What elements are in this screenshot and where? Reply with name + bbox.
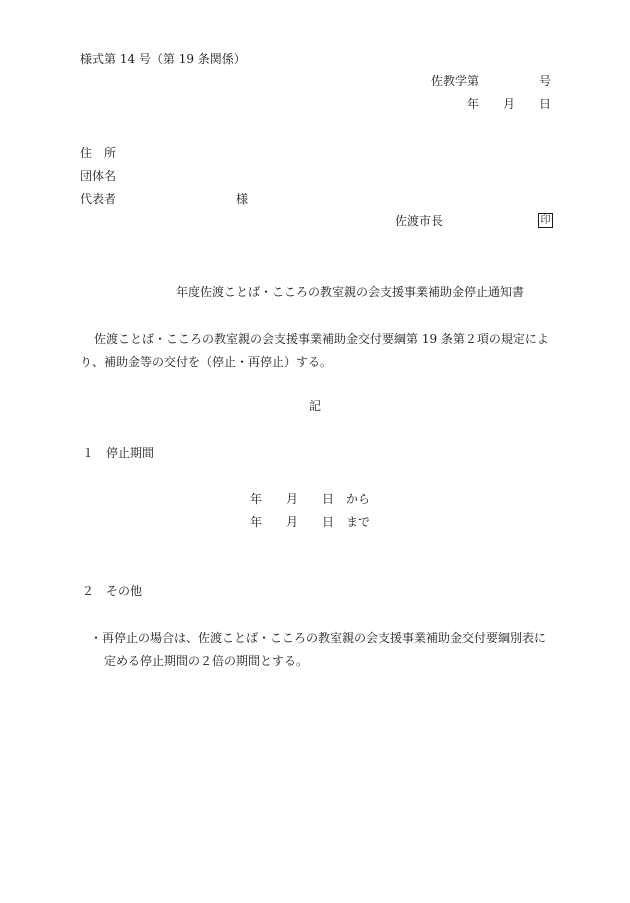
seal-stamp-box: 印	[538, 213, 553, 228]
section-2-heading: ２ その他	[82, 584, 143, 598]
address-label: 住 所	[80, 146, 117, 160]
body-text-line-2: り、補助金等の交付を（停止・再停止）する。	[80, 355, 333, 369]
group-name-label: 団体名	[80, 169, 117, 183]
section-1-heading: １ 停止期間	[82, 446, 155, 460]
document-title: 年度佐渡ことば・こころの教室親の会支援事業補助金停止通知書	[176, 285, 525, 299]
representative-label: 代表者	[80, 192, 117, 206]
note-line-2: 定める停止期間の２倍の期間とする。	[104, 654, 309, 668]
body-text-line-1: 佐渡ことば・こころの教室親の会支援事業補助金交付要綱第 19 条第２項の規定によ	[94, 332, 549, 346]
sender-mayor: 佐渡市長	[395, 214, 444, 228]
note-line-1: ・再停止の場合は、佐渡ことば・こころの教室親の会支援事業補助金交付要綱別表に	[90, 631, 547, 645]
honorific-sama: 様	[236, 192, 249, 206]
period-from: 年 月 日 から	[250, 492, 371, 506]
period-to: 年 月 日 まで	[250, 515, 371, 529]
ki-marker: 記	[309, 399, 322, 413]
issue-date: 年 月 日	[466, 97, 551, 111]
issue-number: 佐教学第 号	[430, 74, 551, 88]
form-number: 様式第 14 号（第 19 条関係）	[80, 52, 246, 66]
